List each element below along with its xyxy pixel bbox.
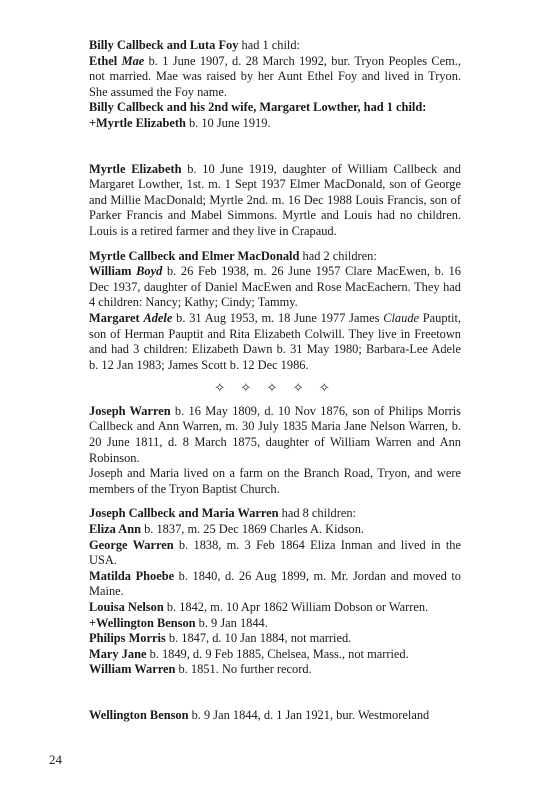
child-entry: +Wellington Benson b. 9 Jan 1844. [89, 615, 268, 630]
child-entry: Ethel Mae b. 1 June 1907, d. 28 March 1992, bur. Tryon Peoples Cem., not married. Mae was raised by her Aunt Ethel Foy and lived in Tryon. She assumed the Foy name. [89, 53, 461, 99]
child-entry: Louisa Nelson b. 1842, m. 10 Apr 1862 William Dobson or Warren. [89, 600, 429, 614]
child-entry: Mary Jane b. 1849, d. 9 Feb 1885, Chelsea, Mass., not married. [89, 646, 409, 661]
couple-name: Myrtle Callbeck and Elmer MacDonald [89, 248, 300, 263]
child-entry: Philips Morris b. 1847, d. 10 Jan 1884, not married. [89, 631, 352, 646]
person-entry: Wellington Benson b. 9 Jan 1844, d. 1 Jan 1921, bur. Westmoreland [89, 707, 430, 722]
person-entry: Joseph Warren b. 16 May 1809, d. 10 Nov 1876, son of Philips Morris Callbeck and Ann Warren, m. 30 July 1835 Maria Jane Nelson Warren, b. 20 June 1811, d. 8 March 1875, daughter of William Warren and Ann Robinson. [89, 403, 462, 465]
person-name: Joseph Warren [89, 403, 171, 418]
child-entry: Margaret Adele b. 31 Aug 1953, m. 18 June 1977 James Claude Pauptit, son of Herman Pauptit and Rita Elizabeth Colwill. They live in Freetown and had 3 children: Elizabeth Dawn b. 31 May 1980; Barbara-Lee Adele b. 12 Jan 1983; James Scott b. 12 Dec 1986. [89, 310, 461, 372]
child-entry: William Boyd b. 26 Feb 1938, m. 26 June 1957 Clare MacEwen, b. 16 Dec 1937, daughter of Daniel MacEwen and Rose MacEachern. They had 4 children: Nancy; Kathy; Cindy; Tammy. [89, 264, 461, 310]
child-entry: George Warren b. 1838, m. 3 Feb 1864 Eliza Inman and lived in the USA. [89, 537, 461, 568]
section-gap [89, 497, 461, 506]
person-entry: Myrtle Elizabeth b. 10 June 1919, daughter of William Callbeck and Margaret Lowther, 1st. m. 1 Sept 1937 Elmer MacDonald, son of George and Millie MacDonald; Myrtle 2nd. m. 16 Dec 1988 Louis Francis, son of Parker Francis and Mabel Simmons. Myrtle and Louis had no children. Louis is a retired farmer and they live in Crapaud. [89, 161, 461, 238]
section-gap [89, 678, 461, 708]
family-heading: Billy Callbeck and Luta Foy had 1 child: [89, 38, 301, 52]
section-gap [89, 240, 461, 249]
couple-name: Billy Callbeck and Luta Foy [89, 38, 239, 52]
page-body [89, 38, 461, 724]
person-note: Joseph and Maria lived on a farm on the Branch Road, Tryon, and were members of the Tryon Baptist Church. [89, 466, 461, 496]
person-name: Myrtle Elizabeth [89, 161, 182, 176]
section-divider-ornament: ✧ ✧ ✧ ✧ ✧ [214, 380, 336, 396]
section-gap [89, 132, 461, 162]
person-name: Wellington Benson [89, 707, 189, 722]
family-heading: Joseph Callbeck and Maria Warren had 8 children: [89, 506, 356, 521]
child-entry: Matilda Phoebe b. 1840, d. 26 Aug 1899, m. Mr. Jordan and moved to Maine. [89, 568, 461, 599]
page-number: 24 [49, 752, 62, 767]
couple-name: Joseph Callbeck and Maria Warren [89, 506, 279, 521]
couple-name: Billy Callbeck and his 2nd wife, Margaret Lowther [89, 100, 358, 115]
child-entry: +Myrtle Elizabeth b. 10 June 1919. [89, 115, 271, 130]
child-entry: Eliza Ann b. 1837, m. 25 Dec 1869 Charles A. Kidson. [89, 522, 365, 537]
family-heading: Myrtle Callbeck and Elmer MacDonald had 2 children: [89, 248, 377, 263]
family-heading: Billy Callbeck and his 2nd wife, Margaret Lowther, had 1 child: [89, 100, 427, 115]
child-entry: William Warren b. 1851. No further record. [89, 662, 312, 677]
